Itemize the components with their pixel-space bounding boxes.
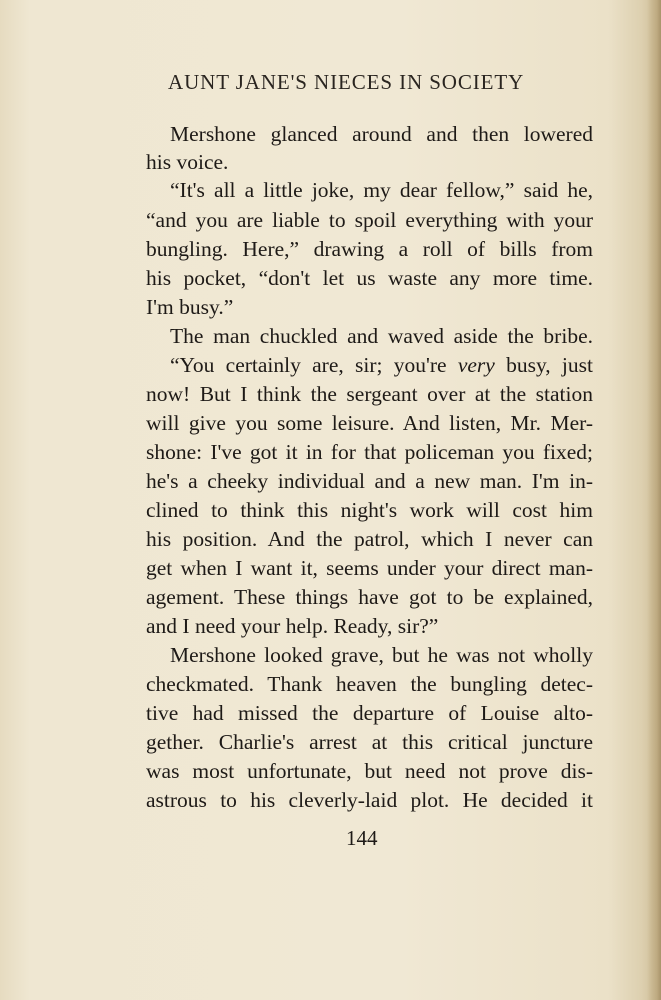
text-line: The man chuckled and waved aside the bribe.: [170, 324, 593, 348]
text-line: “It's all a little joke, my dear fellow,” said he,: [170, 178, 593, 202]
text-line: checkmated. Thank heaven the bungling detec-: [146, 672, 593, 696]
text-line: his pocket, “don't let us waste any more time.: [146, 266, 593, 290]
text-line: Mershone looked grave, but he was not wholly: [170, 643, 593, 667]
text-line: I'm busy.”: [146, 295, 234, 319]
text-line: and I need your help. Ready, sir?”: [146, 614, 439, 638]
text-line: Mershone glanced around and then lowered: [170, 122, 593, 146]
page-edge-shadow: [647, 0, 661, 1000]
text-line: he's a cheeky individual and a new man. I'm in-: [146, 469, 593, 493]
text-line: get when I want it, seems under your direct man-: [146, 556, 593, 580]
text-line: “You certainly are, sir; you're very busy, just: [170, 353, 593, 377]
text-line: agement. These things have got to be explained,: [146, 585, 593, 609]
text-line: tive had missed the departure of Louise alto-: [146, 701, 593, 725]
text-line: astrous to his cleverly-laid plot. He decided it: [146, 788, 593, 812]
running-head: AUNT JANE'S NIECES IN SOCIETY: [168, 70, 525, 94]
text-line: his voice.: [146, 150, 229, 174]
page-number: 144: [346, 826, 378, 850]
text-line: bungling. Here,” drawing a roll of bills from: [146, 237, 593, 261]
text-line: was most unfortunate, but need not prove dis-: [146, 759, 593, 783]
text-line: his position. And the patrol, which I never can: [146, 527, 593, 551]
text-line: will give you some leisure. And listen, Mr. Mer-: [146, 411, 593, 435]
text-line: “and you are liable to spoil everything with your: [146, 208, 593, 232]
text-line: gether. Charlie's arrest at this critical juncture: [146, 730, 593, 754]
text-line: clined to think this night's work will cost him: [146, 498, 593, 522]
text-line: shone: I've got it in for that policeman you fixed;: [146, 440, 593, 464]
text-line: now! But I think the sergeant over at the station: [146, 382, 593, 406]
